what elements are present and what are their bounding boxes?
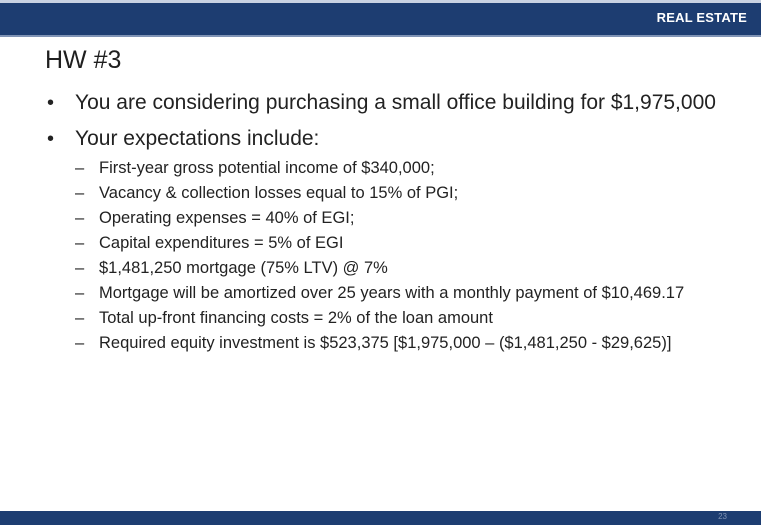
dash-icon: –	[75, 234, 85, 252]
dash-icon: –	[75, 159, 85, 177]
page-number: 23	[718, 512, 727, 521]
sub-bullet-item	[75, 258, 735, 278]
dash-icon: –	[75, 209, 85, 227]
sub-bullet-item	[75, 333, 735, 353]
sub-bullet-text: Operating expenses = 40% of EGI;	[99, 209, 355, 227]
sub-bullet-item	[75, 158, 735, 178]
slide-content	[45, 90, 735, 363]
bullet-text: You are considering purchasing a small office building for $1,975,000	[75, 91, 716, 114]
bullet-text: Your expectations include:	[75, 127, 320, 150]
sub-bullet-item	[75, 283, 735, 303]
sub-bullet-list	[75, 158, 735, 353]
dash-icon: –	[75, 259, 85, 277]
bullet-list	[45, 90, 735, 353]
dash-icon: –	[75, 284, 85, 302]
dash-icon: –	[75, 309, 85, 327]
header-brand: REAL ESTATE	[656, 10, 747, 25]
dash-icon: –	[75, 334, 85, 352]
sub-bullet-item	[75, 183, 735, 203]
bullet-item	[45, 90, 735, 116]
sub-bullet-text: Mortgage will be amortized over 25 years with a monthly payment of $10,469.17	[99, 284, 685, 302]
slide-title: HW #3	[45, 46, 122, 74]
sub-bullet-text: Capital expenditures = 5% of EGI	[99, 234, 344, 252]
bullet-icon: •	[47, 128, 55, 150]
bullet-icon: •	[47, 92, 55, 114]
sub-bullet-text: Required equity investment is $523,375 [$1,975,000 – ($1,481,250 - $29,625)]	[99, 334, 672, 352]
sub-bullet-text: Vacancy & collection losses equal to 15% of PGI;	[99, 184, 459, 202]
sub-bullet-item	[75, 233, 735, 253]
sub-bullet-item	[75, 208, 735, 228]
dash-icon: –	[75, 184, 85, 202]
sub-bullet-text: First-year gross potential income of $340,000;	[99, 159, 435, 177]
header-accent-line	[0, 35, 761, 37]
bullet-item	[45, 126, 735, 353]
sub-bullet-text: $1,481,250 mortgage (75% LTV) @ 7%	[99, 259, 388, 277]
header-bar	[0, 0, 761, 35]
sub-bullet-text: Total up-front financing costs = 2% of the loan amount	[99, 309, 493, 327]
footer-bar	[0, 511, 761, 525]
sub-bullet-item	[75, 308, 735, 328]
